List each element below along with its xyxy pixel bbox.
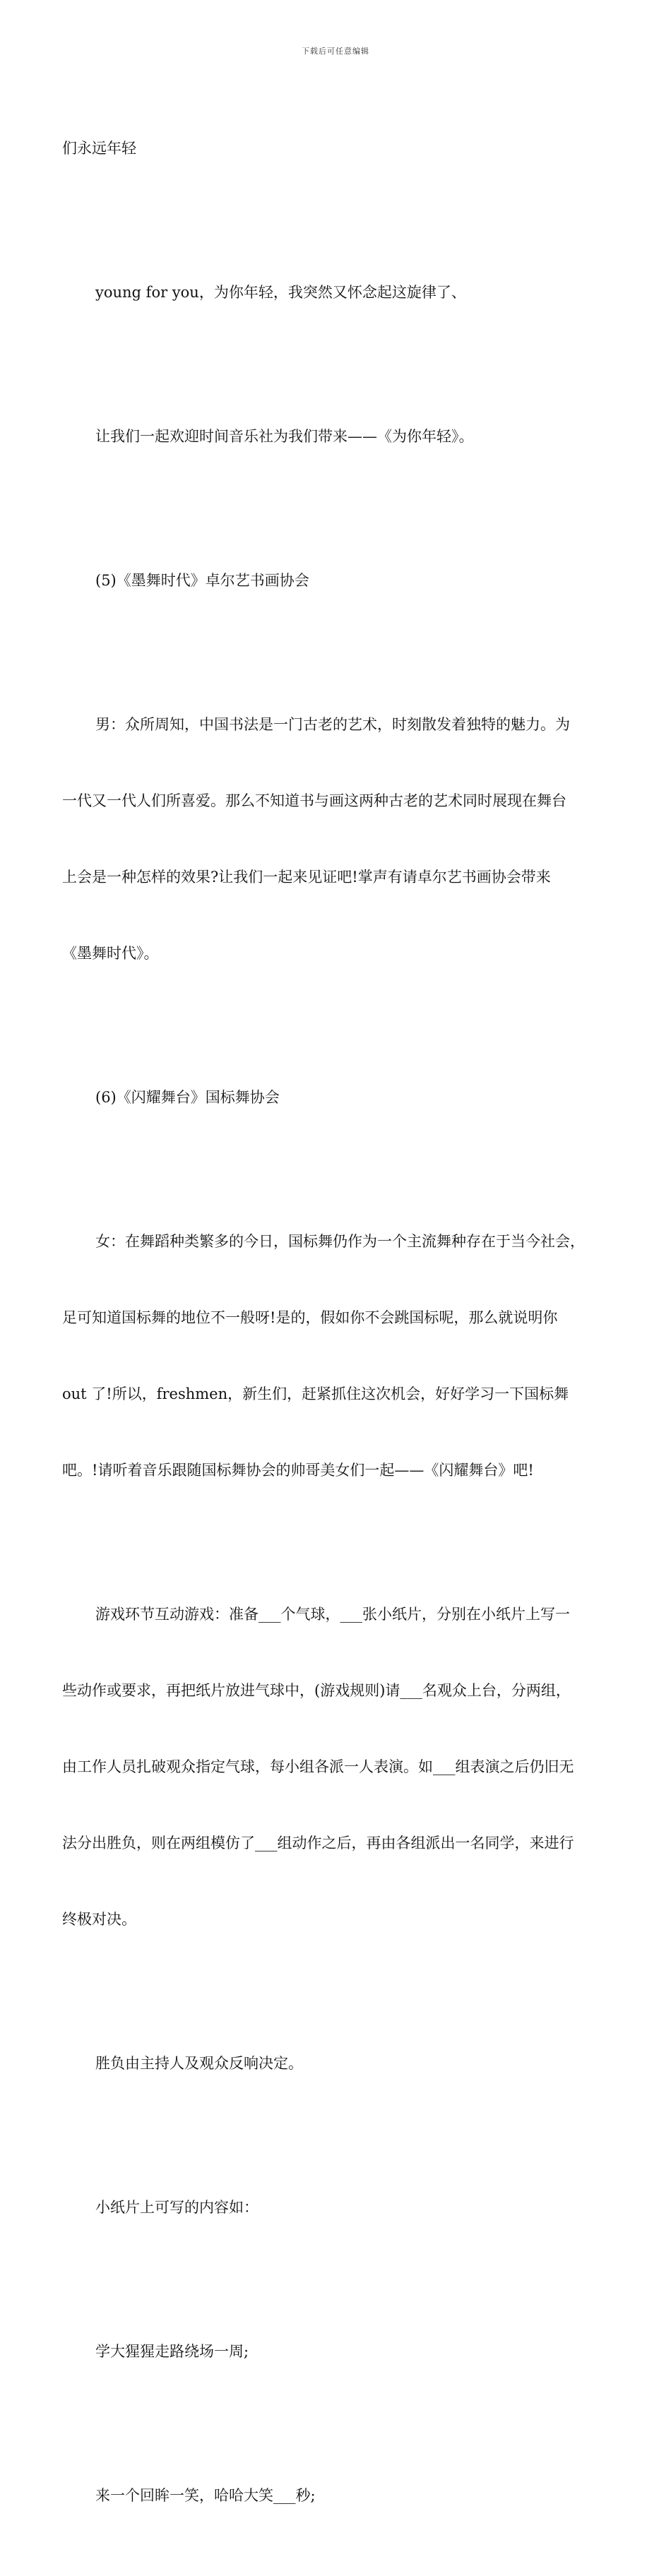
text-line: 些动作或要求，再把纸片放进气球中，(游戏规则)请___名观众上台，分两组， [62, 1682, 571, 1699]
text-line: 一代又一代人们所喜爱。那么不知道书与画这两种古老的艺术同时展现在舞台 [62, 792, 566, 809]
text-line: 法分出胜负，则在两组模仿了___组动作之后，再由各组派出一名同学，来进行 [62, 1835, 574, 1852]
paragraph [62, 1178, 613, 1534]
page-header: 下载后可任意编辑 [302, 47, 369, 56]
text-line: 来一个回眸一笑，哈哈大笑___秒; [95, 2487, 316, 2504]
text-line: 学大猩猩走路绕场一周; [95, 2343, 249, 2360]
section-heading [62, 517, 613, 644]
text-line: 女：在舞蹈种类繁多的今日，国标舞仍作为一个主流舞种存在于当今社会， [95, 1233, 585, 1250]
text-line: 足可知道国标舞的地位不一般呀!是的，假如你不会跳国标呢，那么就说明你 [62, 1309, 558, 1326]
paragraph [62, 1551, 613, 1983]
text-line: 由工作人员扎破观众指定气球，每小组各派一人表演。如___组表演之后仍旧无 [62, 1758, 574, 1775]
text-line: 胜负由主持人及观众反响决定。 [95, 2055, 303, 2072]
text-line: (6)《闪耀舞台》国标舞协会 [95, 1089, 280, 1106]
paragraph [62, 661, 613, 1017]
list-item [62, 2288, 613, 2415]
paragraph [62, 2144, 613, 2271]
text-line: 让我们一起欢迎时间音乐社为我们带来——《为你年轻》。 [95, 428, 474, 445]
paragraph [62, 373, 613, 500]
paragraph [62, 229, 613, 356]
text-line: 吧。!请听着音乐跟随国标舞协会的帅哥美女们一起——《闪耀舞台》吧! [62, 1462, 534, 1479]
list-item [62, 2432, 613, 2559]
paragraph [62, 85, 613, 212]
text-line: 们永远年轻 [62, 140, 136, 157]
text-line: out 了!所以，freshmen，新生们，赶紧抓住这次机会，好好学习一下国标舞 [62, 1385, 569, 1402]
text-line: 小纸片上可写的内容如： [95, 2199, 259, 2216]
paragraph [62, 2000, 613, 2127]
section-heading [62, 1034, 613, 1161]
text-line: (5)《墨舞时代》卓尔艺书画协会 [95, 572, 309, 589]
text-line: 上会是一种怎样的效果?让我们一起来见证吧!掌声有请卓尔艺书画协会带来 [62, 869, 551, 886]
text-line: 《墨舞时代》。 [62, 945, 159, 962]
text-line: 终极对决。 [62, 1911, 136, 1928]
document-body [62, 85, 613, 2576]
text-line: 游戏环节互动游戏：准备___个气球，___张小纸片，分别在小纸片上写一 [95, 1606, 570, 1623]
text-line: young for you，为你年轻，我突然又怀念起这旋律了、 [95, 284, 466, 301]
text-line: 男：众所周知，中国书法是一门古老的艺术，时刻散发着独特的魅力。为 [95, 716, 570, 733]
